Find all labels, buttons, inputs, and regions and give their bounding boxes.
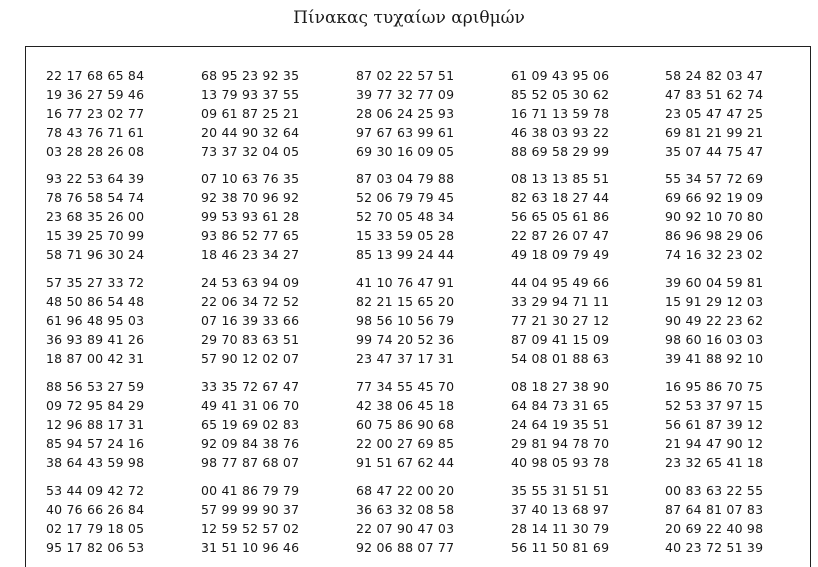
number-group: 93 86 52 77 65 xyxy=(201,228,300,244)
number-group: 00 83 63 22 55 xyxy=(665,483,764,498)
number-group: 20 69 22 40 98 xyxy=(665,521,764,537)
number-group: 23 47 37 17 31 xyxy=(356,351,455,367)
number-group: 87 02 22 57 51 xyxy=(356,68,455,83)
number-group: 98 56 10 56 79 xyxy=(356,313,455,329)
number-group: 58 24 82 03 47 xyxy=(665,68,764,83)
number-group: 39 60 04 59 81 xyxy=(665,275,764,290)
number-group: 15 39 25 70 99 xyxy=(46,228,145,244)
number-group: 07 10 63 76 35 xyxy=(201,171,300,186)
number-group: 78 43 76 71 61 xyxy=(46,125,145,141)
number-group: 22 07 90 47 03 xyxy=(356,521,455,537)
number-group: 00 41 86 79 79 xyxy=(201,483,300,498)
number-group: 22 87 26 07 47 xyxy=(511,228,610,244)
number-group: 85 52 05 30 62 xyxy=(511,87,610,103)
number-group: 61 96 48 95 03 xyxy=(46,313,145,329)
number-group: 87 64 81 07 83 xyxy=(665,502,764,518)
number-group: 24 53 63 94 09 xyxy=(201,275,300,290)
number-group: 08 18 27 38 90 xyxy=(511,379,610,394)
number-group: 61 09 43 95 06 xyxy=(511,68,610,83)
number-group: 87 03 04 79 88 xyxy=(356,171,455,186)
number-group: 90 92 10 70 80 xyxy=(665,209,764,225)
number-group: 49 18 09 79 49 xyxy=(511,247,610,263)
number-group: 57 90 12 02 07 xyxy=(201,351,300,367)
number-group: 16 77 23 02 77 xyxy=(46,106,145,122)
number-group: 98 77 87 68 07 xyxy=(201,455,300,471)
number-group: 99 74 20 52 36 xyxy=(356,332,455,348)
number-group: 52 53 37 97 15 xyxy=(665,398,764,414)
number-group: 39 41 88 92 10 xyxy=(665,351,764,367)
number-group: 57 99 99 90 37 xyxy=(201,502,300,518)
number-group: 22 17 68 65 84 xyxy=(46,68,145,83)
number-group: 46 38 03 93 22 xyxy=(511,125,610,141)
number-group: 92 06 88 07 77 xyxy=(356,540,455,556)
number-group: 69 66 92 19 09 xyxy=(665,190,764,206)
number-group: 82 63 18 27 44 xyxy=(511,190,610,206)
number-group: 28 14 11 30 79 xyxy=(511,521,610,537)
number-group: 60 75 86 90 68 xyxy=(356,417,455,433)
number-group: 29 70 83 63 51 xyxy=(201,332,300,348)
number-group: 21 94 47 90 12 xyxy=(665,436,764,452)
number-group: 22 06 34 72 52 xyxy=(201,294,300,310)
number-group: 08 13 13 85 51 xyxy=(511,171,610,186)
number-group: 57 35 27 33 72 xyxy=(46,275,145,290)
number-group: 13 79 93 37 55 xyxy=(201,87,300,103)
number-group: 56 61 87 39 12 xyxy=(665,417,764,433)
number-group: 54 08 01 88 63 xyxy=(511,351,610,367)
number-group: 23 05 47 47 25 xyxy=(665,106,764,122)
number-group: 20 44 90 32 64 xyxy=(201,125,300,141)
number-group: 69 81 21 99 21 xyxy=(665,125,764,141)
number-group: 29 81 94 78 70 xyxy=(511,436,610,452)
number-group: 85 94 57 24 16 xyxy=(46,436,145,452)
number-group: 40 23 72 51 39 xyxy=(665,540,764,556)
number-group: 53 44 09 42 72 xyxy=(46,483,145,498)
number-group: 23 68 35 26 00 xyxy=(46,209,145,225)
number-group: 28 06 24 25 93 xyxy=(356,106,455,122)
number-group: 88 56 53 27 59 xyxy=(46,379,145,394)
number-group: 98 60 16 03 03 xyxy=(665,332,764,348)
number-group: 15 91 29 12 03 xyxy=(665,294,764,310)
number-group: 40 76 66 26 84 xyxy=(46,502,145,518)
number-group: 18 46 23 34 27 xyxy=(201,247,300,263)
number-group: 88 69 58 29 99 xyxy=(511,144,610,160)
number-group: 87 09 41 15 09 xyxy=(511,332,610,348)
number-group: 47 83 51 62 74 xyxy=(665,87,764,103)
number-group: 52 06 79 79 45 xyxy=(356,190,455,206)
number-group: 78 76 58 54 74 xyxy=(46,190,145,206)
number-group: 56 65 05 61 86 xyxy=(511,209,610,225)
number-group: 24 64 19 35 51 xyxy=(511,417,610,433)
number-group: 64 84 73 31 65 xyxy=(511,398,610,414)
number-group: 33 35 72 67 47 xyxy=(201,379,300,394)
number-group: 65 19 69 02 83 xyxy=(201,417,300,433)
number-group: 07 16 39 33 66 xyxy=(201,313,300,329)
number-group: 35 07 44 75 47 xyxy=(665,144,764,160)
number-group: 09 72 95 84 29 xyxy=(46,398,145,414)
number-group: 16 95 86 70 75 xyxy=(665,379,764,394)
page-title: Πίνακας τυχαίων αριθμών xyxy=(293,8,525,28)
number-group: 36 93 89 41 26 xyxy=(46,332,145,348)
number-group: 42 38 06 45 18 xyxy=(356,398,455,414)
number-group: 31 51 10 96 46 xyxy=(201,540,300,556)
number-group: 95 17 82 06 53 xyxy=(46,540,145,556)
number-group: 74 16 32 23 02 xyxy=(665,247,764,263)
number-group: 19 36 27 59 46 xyxy=(46,87,145,103)
number-group: 09 61 87 25 21 xyxy=(201,106,300,122)
number-group: 16 71 13 59 78 xyxy=(511,106,610,122)
number-group: 85 13 99 24 44 xyxy=(356,247,455,263)
number-group: 73 37 32 04 05 xyxy=(201,144,300,160)
number-group: 35 55 31 51 51 xyxy=(511,483,610,498)
number-group: 44 04 95 49 66 xyxy=(511,275,610,290)
number-group: 58 71 96 30 24 xyxy=(46,247,145,263)
number-group: 55 34 57 72 69 xyxy=(665,171,764,186)
number-group: 91 51 67 62 44 xyxy=(356,455,455,471)
number-group: 12 96 88 17 31 xyxy=(46,417,145,433)
number-group: 93 22 53 64 39 xyxy=(46,171,145,186)
number-group: 52 70 05 48 34 xyxy=(356,209,455,225)
number-group: 86 96 98 29 06 xyxy=(665,228,764,244)
number-group: 68 95 23 92 35 xyxy=(201,68,300,83)
number-group: 03 28 28 26 08 xyxy=(46,144,145,160)
number-group: 12 59 52 57 02 xyxy=(201,521,300,537)
number-group: 77 21 30 27 12 xyxy=(511,313,610,329)
number-group: 77 34 55 45 70 xyxy=(356,379,455,394)
number-group: 38 64 43 59 98 xyxy=(46,455,145,471)
number-group: 18 87 00 42 31 xyxy=(46,351,145,367)
number-group: 36 63 32 08 58 xyxy=(356,502,455,518)
number-group: 33 29 94 71 11 xyxy=(511,294,610,310)
number-group: 82 21 15 65 20 xyxy=(356,294,455,310)
number-group: 49 41 31 06 70 xyxy=(201,398,300,414)
number-group: 68 47 22 00 20 xyxy=(356,483,455,498)
number-group: 99 53 93 61 28 xyxy=(201,209,300,225)
number-group: 48 50 86 54 48 xyxy=(46,294,145,310)
number-group: 56 11 50 81 69 xyxy=(511,540,610,556)
number-group: 92 09 84 38 76 xyxy=(201,436,300,452)
number-group: 41 10 76 47 91 xyxy=(356,275,455,290)
number-group: 69 30 16 09 05 xyxy=(356,144,455,160)
number-group: 90 49 22 23 62 xyxy=(665,313,764,329)
number-group: 39 77 32 77 09 xyxy=(356,87,455,103)
number-group: 37 40 13 68 97 xyxy=(511,502,610,518)
number-group: 02 17 79 18 05 xyxy=(46,521,145,537)
number-group: 97 67 63 99 61 xyxy=(356,125,455,141)
number-group: 23 32 65 41 18 xyxy=(665,455,764,471)
number-group: 15 33 59 05 28 xyxy=(356,228,455,244)
number-group: 92 38 70 96 92 xyxy=(201,190,300,206)
number-group: 22 00 27 69 85 xyxy=(356,436,455,452)
number-group: 40 98 05 93 78 xyxy=(511,455,610,471)
